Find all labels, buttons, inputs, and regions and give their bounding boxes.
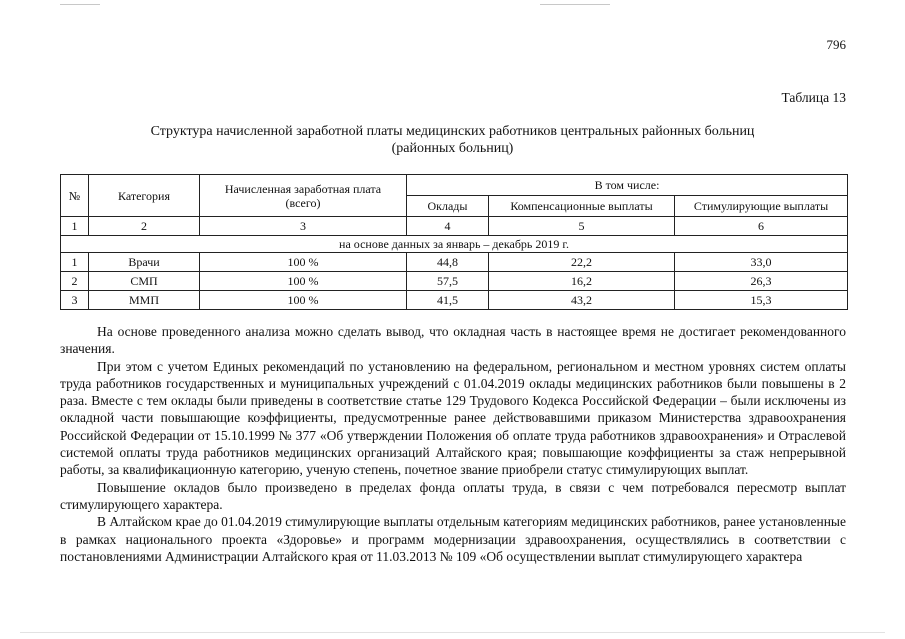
row-total: 100 % <box>200 272 407 291</box>
row-category: ММП <box>89 291 200 310</box>
paragraph: Повышение окладов было произведено в пределах фонда оплаты труда, в связи с чем потребовался пересмотр выплат стимулирующего характера. <box>60 479 846 512</box>
row-incentive: 15,3 <box>675 291 848 310</box>
row-compensation: 16,2 <box>489 272 675 291</box>
scan-artifact-top-right <box>540 4 610 5</box>
table-title-line-2: (районных больниц) <box>391 141 514 156</box>
header-compensation: Компенсационные выплаты <box>489 196 675 217</box>
table-row <box>61 253 848 272</box>
scan-artifact-bottom <box>20 632 885 633</box>
column-number: 4 <box>407 217 489 236</box>
row-compensation: 43,2 <box>489 291 675 310</box>
column-number: 5 <box>489 217 675 236</box>
column-number: 1 <box>61 217 89 236</box>
row-salaries: 44,8 <box>407 253 489 272</box>
row-incentive: 33,0 <box>675 253 848 272</box>
paragraph: В Алтайском крае до 01.04.2019 стимулирующие выплаты отдельным категориям медицинских работников, ранее установленные в рамках национального проекта «Здоровье» и программ модернизации здравоохранения, осуществлялись в соответствии с постановлениями Администрации Алтайского края от 11.03.2013 № 109 «Об осуществлении выплат стимулирующего характера <box>60 514 846 564</box>
header-category: Категория <box>89 175 200 217</box>
row-compensation: 22,2 <box>489 253 675 272</box>
column-number: 6 <box>675 217 848 236</box>
row-total: 100 % <box>200 291 407 310</box>
header-accrued-salary <box>200 175 407 217</box>
column-number: 3 <box>200 217 407 236</box>
table-row <box>61 272 848 291</box>
header-incentive: Стимулирующие выплаты <box>675 196 848 217</box>
row-incentive: 26,3 <box>675 272 848 291</box>
paragraph: При этом с учетом Единых рекомендаций по установлению на федеральном, региональном и местном уровнях систем оплаты труда работников государственных и муниципальных учреждений с 01.04.2019 оклады медицинских работников были повышены в 2 раза. Вместе с тем оклады были приведены в соответствие статье 129 Трудового Кодекса Российской Федерации – были исключены из окладной части повышающие коэффициенты, предусмотренные ранее действовавшими приказом Министерства здравоохранения Российской Федерации от 15.10.1999 № 377 «Об утверждении Положения об оплате труда работников здравоохранения» и Отраслевой системой оплаты труда работников медицинских организаций Алтайского края; повышающие коэффициенты за стаж непрерывной работы, за квалификационную категорию, ученую степень, почетное звание приобрели статус стимулирующих выплат. <box>60 358 846 478</box>
header-including: В том числе: <box>407 175 848 196</box>
group-row <box>61 236 848 253</box>
row-salaries: 57,5 <box>407 272 489 291</box>
scan-artifact-top <box>60 4 100 5</box>
salary-structure-table <box>60 174 848 310</box>
table-row <box>61 291 848 310</box>
group-label: на основе данных за январь – декабрь 2019 г. <box>61 236 848 253</box>
table-title-line-1: Структура начисленной заработной платы медицинских работников центральных районных больниц <box>150 124 755 139</box>
table-label: Таблица 13 <box>781 90 846 105</box>
row-num: 3 <box>61 291 89 310</box>
header-salaries: Оклады <box>407 196 489 217</box>
row-category: Врачи <box>89 253 200 272</box>
row-salaries: 41,5 <box>407 291 489 310</box>
header-accrued-line-2: (всего) <box>285 195 321 210</box>
table-title <box>60 123 845 157</box>
paragraph: На основе проведенного анализа можно сделать вывод, что окладная часть в настоящее время не достигает рекомендованного значения. <box>60 324 846 357</box>
row-total: 100 % <box>200 253 407 272</box>
header-accrued-line-1: Начисленная заработная плата <box>224 181 382 196</box>
row-category: СМП <box>89 272 200 291</box>
page-number: 796 <box>826 37 846 52</box>
column-number: 2 <box>89 217 200 236</box>
row-num: 2 <box>61 272 89 291</box>
header-num: № <box>61 175 89 217</box>
row-num: 1 <box>61 253 89 272</box>
body-text <box>60 323 846 565</box>
column-number-row <box>61 217 848 236</box>
